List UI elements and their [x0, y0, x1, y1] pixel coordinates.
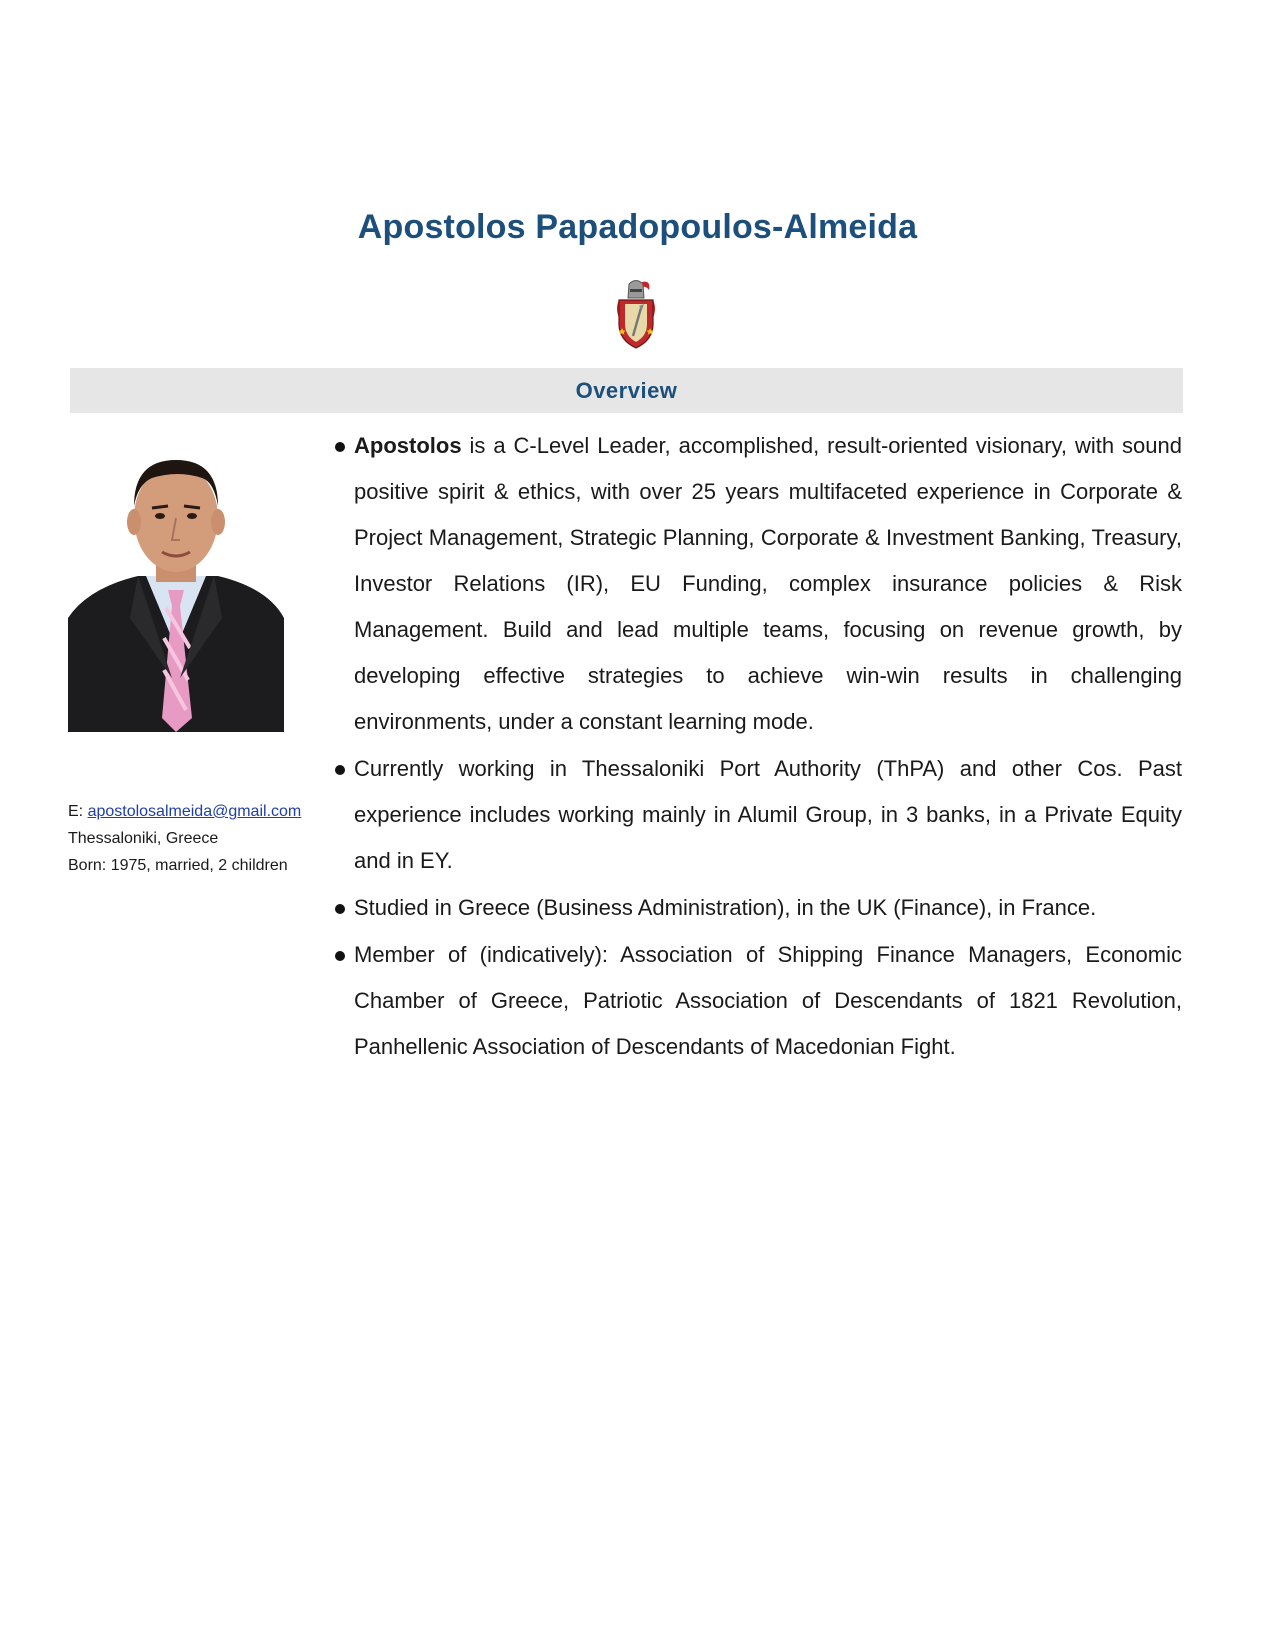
bullet-text: Studied in Greece (Business Administration), in the UK (Finance), in France. [354, 895, 1097, 920]
email-label: E: [68, 803, 88, 820]
section-header [70, 368, 1183, 413]
profile-photo [68, 448, 284, 732]
bullet-text: Member of (indicatively): Association of Shipping Finance Managers, Economic Chamber of Greece, Patriotic Association of Descendants of 1821 Revolution, Panhellenic Association of Descendants of Macedonian Fight. [354, 942, 1182, 1059]
page-title: Apostolos Papadopoulos-Almeida [357, 208, 918, 246]
bullet-icon [335, 442, 345, 452]
bullet-text: Currently working in Thessaloniki Port Authority (ThPA) and other Cos. Past experience includes working mainly in Alumil Group, in 3 banks, in a Private Equity and in EY. [354, 756, 1182, 873]
list-item [332, 885, 1182, 931]
bullet-text: is a C-Level Leader, accomplished, result-oriented visionary, with sound positive spirit & ethics, with over 25 years multifaceted experience in Corporate & Project Management, Strategic Planning, Corporate & Investment Banking, Treasury, Investor Relations (IR), EU Funding, complex insurance policies & Risk Management. Build and lead multiple teams, focusing on revenue growth, by developing effective strategies to achieve win-win results in challenging environments, under a constant learning mode. [354, 433, 1182, 734]
list-item [332, 423, 1182, 745]
contact-block [68, 798, 338, 879]
personal-info-text: Born: 1975, married, 2 children [68, 857, 288, 874]
location-text: Thessaloniki, Greece [68, 830, 219, 847]
overview-list [332, 423, 1182, 1071]
bullet-icon [335, 765, 345, 775]
bullet-icon [335, 951, 345, 961]
list-item [332, 932, 1182, 1070]
email-link[interactable]: apostolosalmeida@gmail.com [87, 803, 302, 820]
bullet-icon [335, 904, 345, 914]
coat-of-arms-icon [613, 278, 659, 350]
section-title: Overview [575, 378, 678, 403]
list-item [332, 746, 1182, 884]
bullet-bold: Apostolos [354, 433, 462, 458]
email-line [68, 798, 338, 825]
